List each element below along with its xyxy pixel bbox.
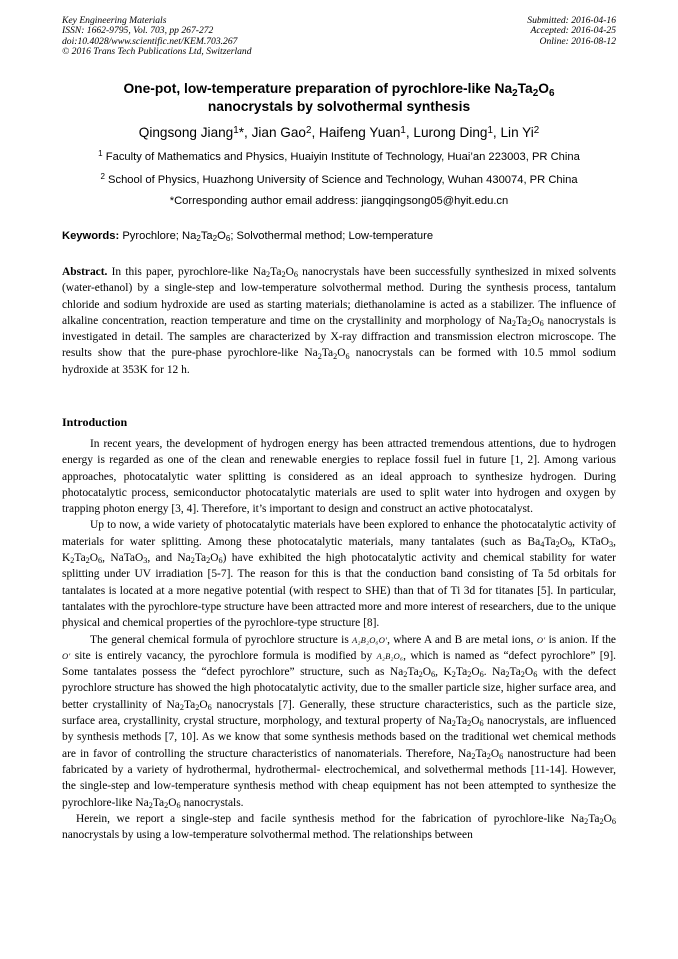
journal-issn: ISSN: 1662-9795, Vol. 703, pp 267-272 xyxy=(62,25,214,37)
formula-na2ta2o6: $Na_2Ta_2O_6$ xyxy=(438,715,484,729)
introduction-body xyxy=(62,436,616,843)
author-name: Lurong Ding xyxy=(413,125,488,140)
paragraph: In recent years, the development of hydrogen energy has been attracted tremendous attentions, due to hydrogen energy is regarded as one of the clean and renewable energies to replace fossil fuel in future [1, 2]. Among various approaches, photocatalytic water splitting is considered as an ideal approach to synthesize hydrogen. During photocatalytic process, semiconductor photocatalytic materials are used to split water into hydrogen and oxygen by trapping photon energy [3, 4]. Therefore, it’s important to design and construct an active photocatalyst. xyxy=(62,438,616,516)
corresponding-author: *Corresponding author email address: jiangqingsong05@hyit.edu.cn xyxy=(169,195,509,207)
affiliation-1: $^1$ Faculty of Mathematics and Physics, Huaiyin Institute of Technology, Huai’an 223003, PR China xyxy=(98,149,580,163)
journal-name: Key Engineering Materials xyxy=(62,15,167,26)
formula-o-prime: O′ xyxy=(62,650,71,661)
paragraph: Herein, we report a single-step and facile synthesis method for the fabrication of pyrochlore-like $Na_2Ta_2O_6$ nanocrystals by using a low-temperature solvothermal method. The relationships between xyxy=(62,812,616,842)
accepted-date: Accepted: 2016-04-25 xyxy=(530,25,616,37)
formula-pyrochlore: A₂B₂O₆O′ xyxy=(352,634,388,645)
journal-doi[interactable]: doi:10.4028/www.scientific.net/KEM.703.267 xyxy=(62,35,238,47)
formula-o-prime: O′ xyxy=(536,634,546,645)
author-name: Haifeng Yuan xyxy=(319,125,401,140)
paragraph: Up to now, a wide variety of photocatalytic materials have been explored to enhance the photocatalytic activity of materials for water splitting. Among these photocatalytic materials, many tantalates (such as $Ba_4Ta_2O_9$, KTaO$_3$, $K_2Ta_2O_6$, NaTaO$_3$, and $Na_2Ta_2O_6$) have exhibited the high photocatalytic activity and chemical stability for water splitting under UV irradiation [5-7]. The reason for this is that the conduction band consisting of Ta 5d orbitals for tantalates is located at a more negative potential (with respect to SHE) than that of Ti 3d for titanates [5]. In particular, tantalates with the pyrochlore-type structure have been attracted more and more interest of researchers, due to the unique physical and chemical properties of the pyrochlore-type structure [8]. xyxy=(62,519,617,630)
formula-natao3: NaTaO$_3$ xyxy=(110,552,148,566)
formula-na2ta2o6: $Na_2Ta_2O_6$ xyxy=(166,698,212,713)
submitted-date: Submitted: 2016-04-16 xyxy=(527,15,616,26)
affiliation-2: $^2$ School of Physics, Huazhong University of Science and Technology, Wuhan 430074, PR China xyxy=(100,172,578,186)
paragraph: The general chemical formula of pyrochlore structure is A₂B₂O₆O′, where A and B are metal ions, O′ is anion. If the O′ site is entirely vacancy, the pyrochlore formula is modified by A₂B₂O₆, which is named as “defect pyrochlore” [9]. Some tantalates possess the “defect pyrochlore” structure, such as $Na_2Ta_2O_6$, $K_2Ta_2O_6$. $Na_2Ta_2O_6$ with the defect pyrochlore structure has showed the high photocatalytic activity, due to the smaller particle size, higher surface area, and better crystallinity of $Na_2Ta_2O_6$ nanocrystals [7]. Generally, these structure characteristics, such as the particle size, surface area, crystallinity, crystal structure, morphology, and textural property of $Na_2Ta_2O_6$ nanocrystals, are influenced by synthesis methods [7, 10]. As we know that some synthesis methods based on the traditional wet chemical methods are in favor of controlling the structure characteristics of nanomaterials. Therefore, $Na_2Ta_2O_6$ nanostructure had been fabricated by a variety of hydrothermal, hydrothermal- electrochemical, and solvethermal methods [11-14]. However, the single-step and low-temperature synthesis method with cheap equipment has not been attempted to synthesize the pyrochlore-like $Na_2Ta_2O_6$ nanocrystals. xyxy=(62,633,617,810)
author-name: Jian Gao xyxy=(251,125,306,140)
paper-title: One-pot, low-temperature preparation of pyrochlore-like $Na_2Ta_2O_6$ nanocrystals by solvothermal synthesis xyxy=(123,81,555,114)
author-name: Lin Yi xyxy=(500,125,534,140)
online-date: Online: 2016-08-12 xyxy=(539,35,616,47)
abstract: Abstract. In this paper, pyrochlore-like $Na_2Ta_2O_6$ nanocrystals have been successfully synthesized in mixed solvents (water-ethanol) by a single-step and low-temperature solvothermal method. During the synthesis process, tantalum chloride and sodium hydroxide are used as starting materials; diethanolamine is acted as a stabilizer. The influence of alkaline concentration, reaction temperature and time on the crystallinity and morphology of $Na_2Ta_2O_6$ nanocrystals is investigated in detail. The samples are characterized by X-ray diffraction and transmission electron microscope. The results show that the pure-phase pyrochlore-like $Na_2Ta_2O_6$ nanocrystals can be formed with 10.5 mmol sodium hydroxide at 353K for 12 h. xyxy=(62,266,617,376)
formula-na2ta2o6: $Na_2Ta_2O_6$ xyxy=(177,552,223,566)
formula-defect-pyrochlore: A₂B₂O₆ xyxy=(376,650,404,661)
formula-k2ta2o6: $K_2Ta_2O_6$ xyxy=(62,552,103,566)
formula-na2ta2o6: $Na_2Ta_2O_6$ xyxy=(304,347,350,361)
formula-na2ta2o6: $Na_2Ta_2O_6$ xyxy=(252,266,298,280)
formula-na2ta2o6: $Na_2Ta_2O_6$ xyxy=(457,747,504,761)
formula-ktao3: KTaO$_3$ xyxy=(581,535,614,550)
author-name: Qingsong Jiang xyxy=(138,125,234,140)
formula-na2ta2o6: $Na_2Ta_2O_6$ xyxy=(570,812,616,827)
formula-na2ta2o6: $Na_2Ta_2O_6$ xyxy=(389,666,436,680)
keywords: Keywords: Pyrochlore; $Na_2Ta_2O_6$; Solvothermal method; Low-temperature xyxy=(62,230,434,244)
journal-header xyxy=(62,16,382,58)
section-heading-introduction: Introduction xyxy=(62,415,128,429)
formula-na2ta2o6: $Na_2Ta_2O_6$ xyxy=(498,314,544,329)
dates-header xyxy=(376,16,616,47)
formula-k2ta2o6: $K_2Ta_2O_6$ xyxy=(443,666,484,680)
formula-ba4ta2o9: $Ba_4Ta_2O_9$ xyxy=(527,535,573,550)
formula-na2ta2o6: $Na_2Ta_2O_6$ xyxy=(492,666,538,680)
formula-na2ta2o6: $Na_2Ta_2O_6$ xyxy=(135,796,181,810)
journal-copyright: © 2016 Trans Tech Publications Ltd, Switzerland xyxy=(62,46,252,58)
author-list: Qingsong Jiang$^1$*, Jian Gao$^2$, Haifeng Yuan$^1$, Lurong Ding$^1$, Lin Yi$^2$ xyxy=(138,124,540,140)
